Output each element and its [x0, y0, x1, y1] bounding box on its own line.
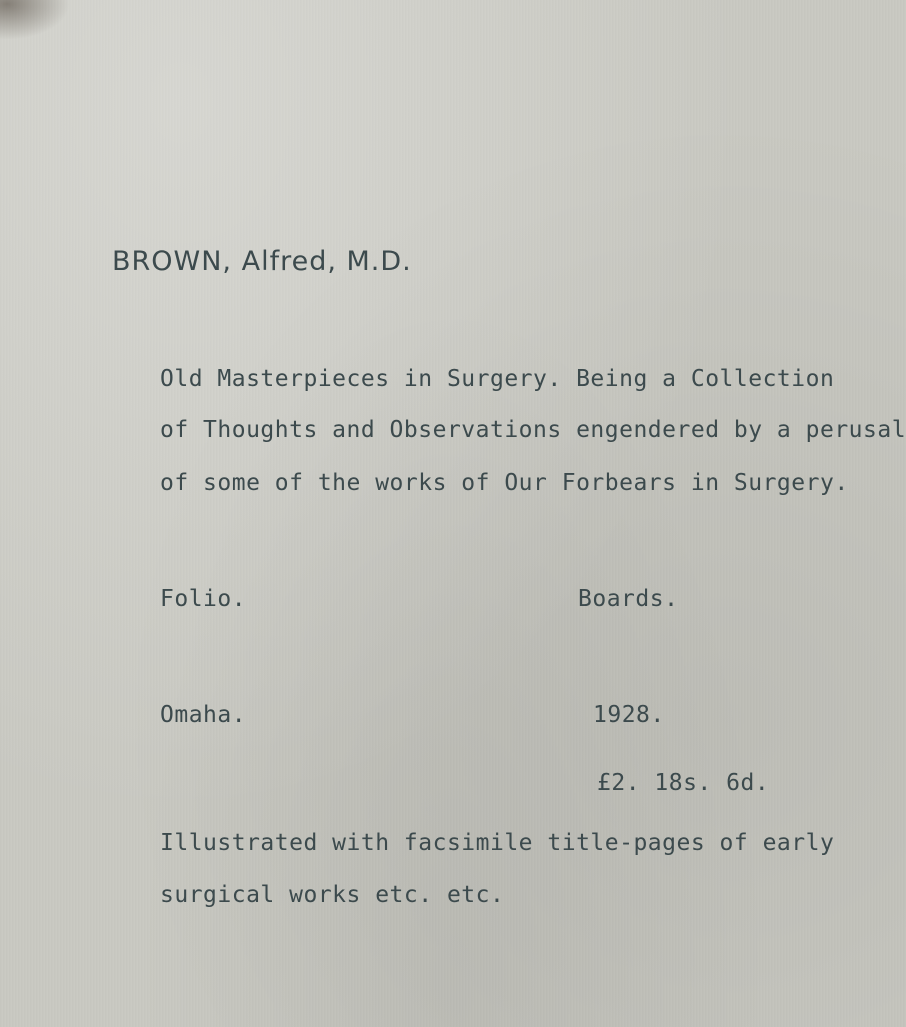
publication-year: 1928.	[593, 702, 665, 728]
price: £2. 18s. 6d.	[597, 770, 770, 796]
note-line-2: surgical works etc. etc.	[160, 882, 505, 908]
title-line-2: of Thoughts and Observations engendered by a perusal	[160, 417, 906, 443]
binding-label: Boards.	[578, 586, 679, 612]
title-line-3: of some of the works of Our Forbears in Surgery.	[160, 470, 849, 496]
corner-stain	[0, 0, 70, 40]
publication-place: Omaha.	[160, 702, 247, 728]
title-line-1: Old Masterpieces in Surgery. Being a Collection	[160, 366, 835, 392]
format-label: Folio.	[160, 586, 247, 612]
note-line-1: Illustrated with facsimile title-pages of early	[160, 830, 835, 856]
author-heading: BROWN, Alfred, M.D.	[112, 246, 412, 277]
